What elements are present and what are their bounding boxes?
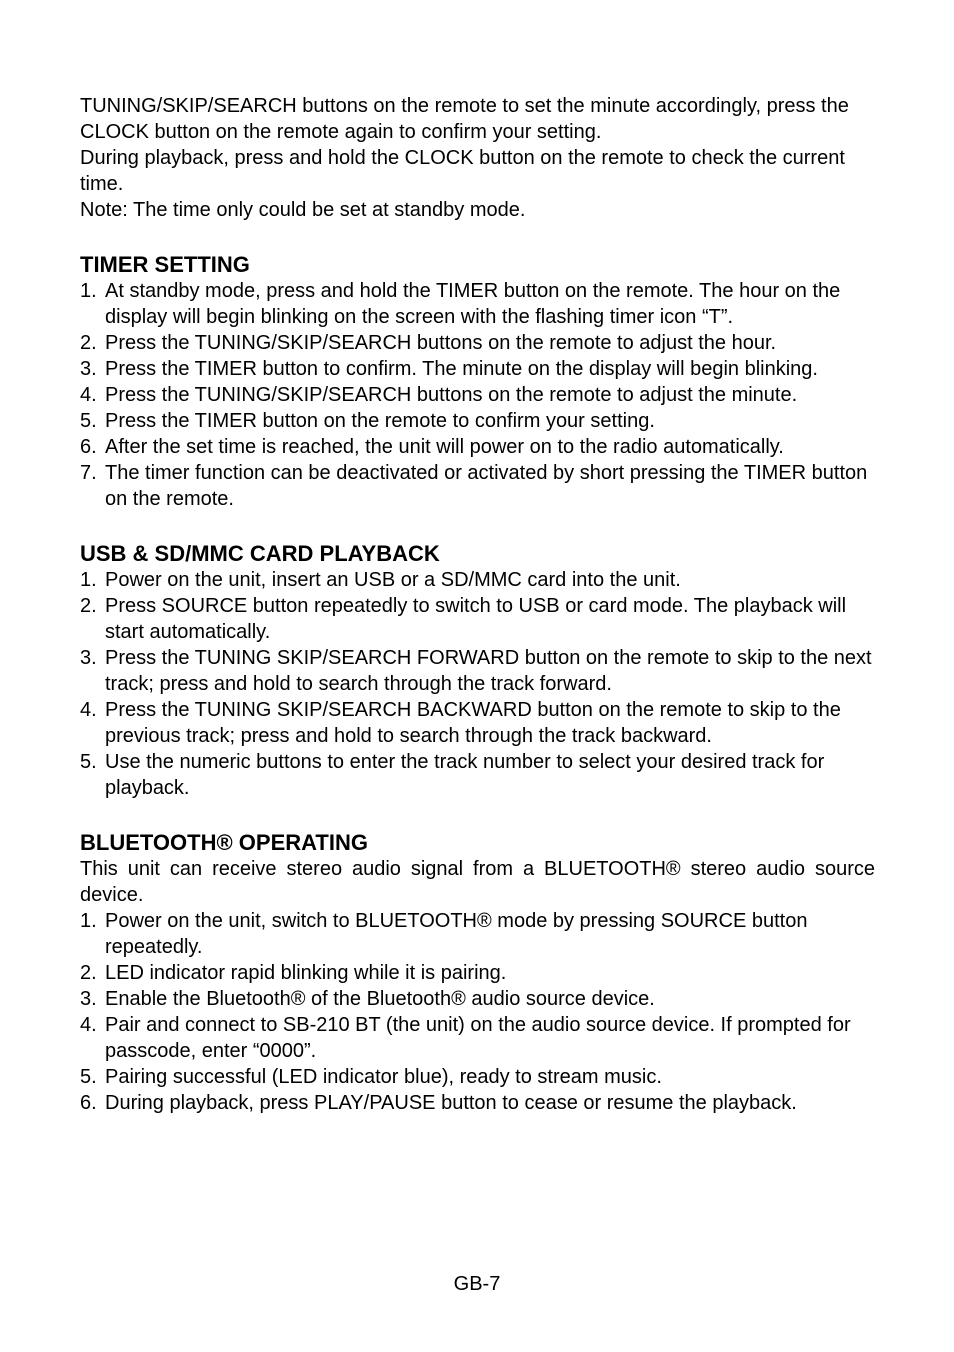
step-text: Press the TIMER button to confirm. The minute on the display will begin blinking.	[105, 358, 818, 380]
section-heading-bluetooth: BLUETOOTH® OPERATING	[80, 830, 368, 855]
step-text: After the set time is reached, the unit will power on to the radio automatically.	[105, 436, 784, 458]
step-text: LED indicator rapid blinking while it is pairing.	[105, 962, 507, 984]
manual-page	[80, 93, 880, 1116]
step-text: Use the numeric buttons to enter the track number to select your desired track for playback.	[105, 751, 825, 799]
list-item	[80, 1012, 880, 1064]
list-item	[80, 382, 880, 408]
list-item	[80, 697, 880, 749]
list-item	[80, 408, 880, 434]
step-text: Press the TUNING/SKIP/SEARCH buttons on the remote to adjust the hour.	[105, 332, 777, 354]
timer-setting-section	[80, 251, 880, 512]
usb-card-playback-section	[80, 540, 880, 801]
page-number: GB-7	[453, 1273, 501, 1295]
step-text: Power on the unit, switch to BLUETOOTH® mode by pressing SOURCE button repeatedly.	[105, 910, 808, 958]
list-item	[80, 460, 880, 512]
list-item	[80, 593, 880, 645]
intro-paragraph-clock-minute: TUNING/SKIP/SEARCH buttons on the remote to set the minute accordingly, press the CLOCK button on the remote again to confirm your setting.	[80, 95, 849, 143]
step-number: 3.	[80, 988, 97, 1010]
step-number: 6.	[80, 1092, 97, 1114]
step-number: 5.	[80, 751, 97, 773]
bluetooth-intro-paragraph: This unit can receive stereo audio signal from a BLUETOOTH® stereo audio source device.	[80, 858, 875, 906]
step-number: 2.	[80, 962, 97, 984]
bluetooth-steps-list	[80, 908, 880, 1116]
list-item	[80, 1090, 880, 1116]
section-heading-usb: USB & SD/MMC CARD PLAYBACK	[80, 541, 440, 566]
step-number: 2.	[80, 332, 97, 354]
step-number: 7.	[80, 462, 97, 484]
step-number: 1.	[80, 910, 97, 932]
list-item	[80, 330, 880, 356]
step-text: Press SOURCE button repeatedly to switch to USB or card mode. The playback will start automatically.	[105, 595, 847, 643]
bluetooth-operating-section	[80, 829, 880, 1116]
list-item	[80, 960, 880, 986]
list-item	[80, 567, 880, 593]
step-text: Power on the unit, insert an USB or a SD/MMC card into the unit.	[105, 569, 681, 591]
list-item	[80, 356, 880, 382]
usb-steps-list	[80, 567, 880, 801]
step-text: Enable the Bluetooth® of the Bluetooth® audio source device.	[105, 988, 655, 1010]
list-item	[80, 645, 880, 697]
intro-paragraph-check-time: During playback, press and hold the CLOCK button on the remote to check the current time.	[80, 147, 845, 195]
section-heading-timer: TIMER SETTING	[80, 252, 250, 277]
step-text: Press the TUNING/SKIP/SEARCH buttons on the remote to adjust the minute.	[105, 384, 798, 406]
step-number: 4.	[80, 1014, 97, 1036]
step-text: Press the TIMER button on the remote to confirm your setting.	[105, 410, 655, 432]
list-item	[80, 749, 880, 801]
step-text: The timer function can be deactivated or activated by short pressing the TIMER button on the remote.	[105, 462, 868, 510]
step-text: During playback, press PLAY/PAUSE button to cease or resume the playback.	[105, 1092, 797, 1114]
step-number: 5.	[80, 410, 97, 432]
step-number: 3.	[80, 647, 97, 669]
step-text: Press the TUNING SKIP/SEARCH BACKWARD button on the remote to skip to the previous track; press and hold to search through the track backward.	[105, 699, 841, 747]
step-number: 3.	[80, 358, 97, 380]
step-number: 4.	[80, 699, 97, 721]
step-text: Press the TUNING SKIP/SEARCH FORWARD button on the remote to skip to the next track; press and hold to search through the track forward.	[105, 647, 872, 695]
step-text: At standby mode, press and hold the TIMER button on the remote. The hour on the display will begin blinking on the screen with the flashing timer icon “T”.	[105, 280, 841, 328]
step-number: 1.	[80, 280, 97, 302]
intro-section	[80, 93, 880, 223]
list-item	[80, 278, 880, 330]
step-number: 6.	[80, 436, 97, 458]
step-text: Pair and connect to SB-210 BT (the unit) on the audio source device. If prompted for passcode, enter “0000”.	[105, 1014, 851, 1062]
step-number: 1.	[80, 569, 97, 591]
list-item	[80, 908, 880, 960]
step-text: Pairing successful (LED indicator blue), ready to stream music.	[105, 1066, 662, 1088]
intro-note: Note: The time only could be set at standby mode.	[80, 199, 526, 221]
list-item	[80, 434, 880, 460]
step-number: 4.	[80, 384, 97, 406]
step-number: 2.	[80, 595, 97, 617]
step-number: 5.	[80, 1066, 97, 1088]
timer-steps-list	[80, 278, 880, 512]
list-item	[80, 986, 880, 1012]
list-item	[80, 1064, 880, 1090]
